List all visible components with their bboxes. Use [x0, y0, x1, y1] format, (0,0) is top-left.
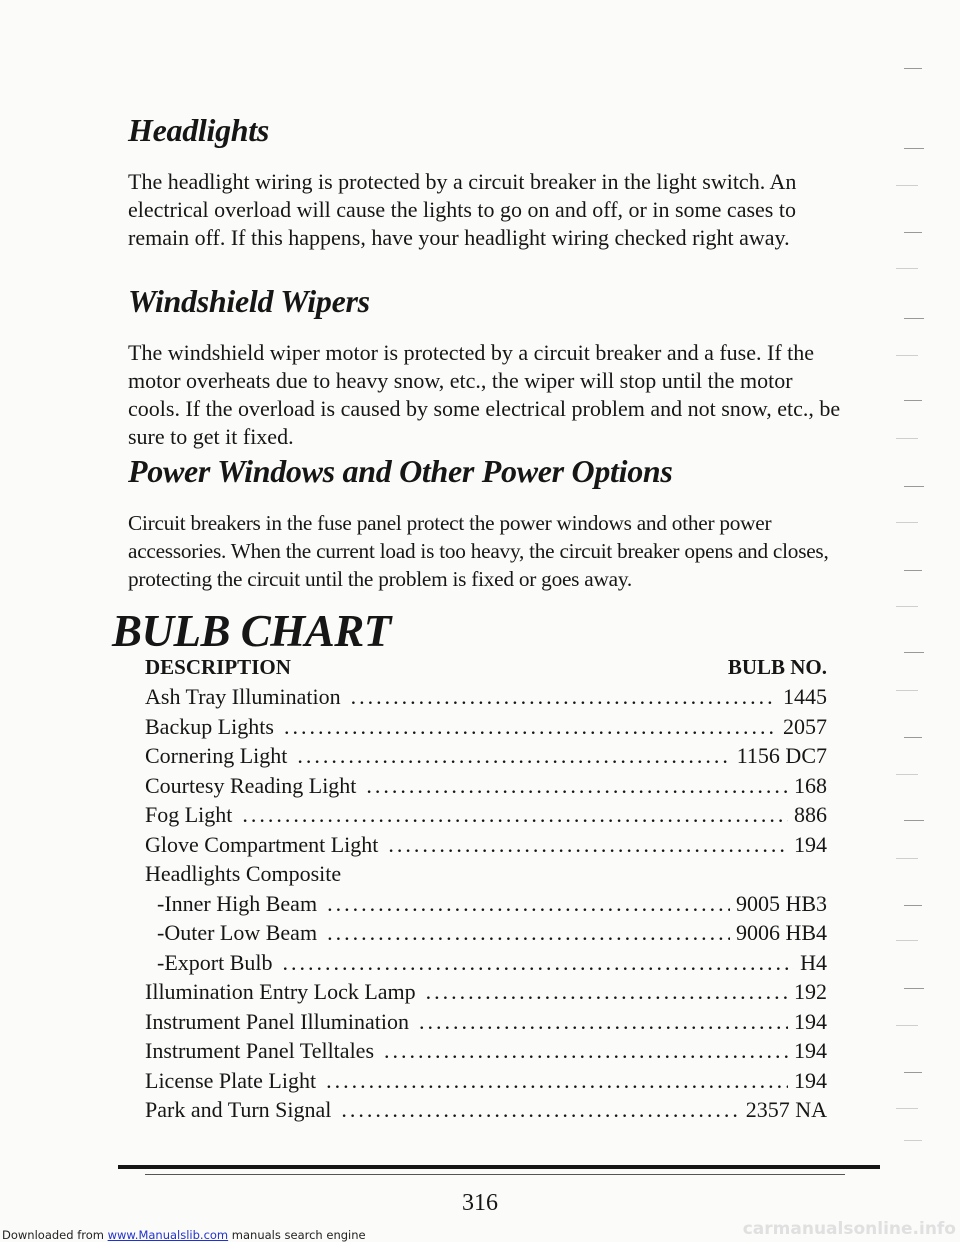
dot-leader	[327, 918, 730, 948]
bulb-description: License Plate Light	[145, 1067, 317, 1093]
dot-leader	[366, 771, 788, 801]
dot-leader	[388, 830, 788, 860]
dot-leader	[426, 977, 788, 1007]
margin-mark	[896, 355, 918, 356]
bulb-description: Park and Turn Signal	[145, 1097, 332, 1122]
margin-mark	[904, 1140, 922, 1141]
bulb-description: Backup Lights	[145, 713, 274, 739]
bulb-description: Cornering Light	[145, 743, 288, 768]
margin-mark	[896, 606, 918, 607]
margin-mark	[896, 268, 918, 269]
bulb-number: 194	[794, 831, 827, 857]
margin-mark	[904, 486, 924, 487]
bulb-chart-header	[145, 652, 827, 682]
margin-mark	[904, 820, 924, 821]
bulb-chart-title: BULB CHART	[112, 606, 391, 656]
margin-mark	[896, 185, 918, 186]
bulb-row	[145, 682, 827, 712]
section-body-power-windows: Circuit breakers in the fuse panel protect the power windows and other power accessories. When the current load is too heavy, the circuit breaker opens and closes, protecting the circuit until the problem is fixed or goes away.	[128, 511, 829, 591]
margin-mark	[896, 690, 918, 691]
bulb-row	[145, 830, 827, 860]
bulb-number: 1156 DC7	[736, 743, 827, 768]
margin-mark	[904, 232, 922, 233]
bulb-number: 168	[794, 772, 827, 798]
page-number: 316	[462, 1190, 498, 1216]
margin-mark	[896, 438, 918, 439]
margin-mark	[904, 1072, 922, 1073]
bulb-number: 192	[794, 979, 827, 1004]
bulb-row	[145, 1007, 827, 1037]
bulb-number: 9005 HB3	[735, 890, 827, 916]
bulb-number: 194	[794, 1067, 827, 1093]
footer-prefix: Downloaded from	[2, 1228, 108, 1242]
dot-leader	[242, 800, 788, 830]
dot-leader	[419, 1007, 788, 1037]
bulb-row	[145, 889, 827, 919]
dot-leader	[326, 1066, 788, 1096]
dot-leader	[284, 712, 777, 742]
column-header-bulb-number: BULB NO.	[727, 655, 827, 679]
dot-leader	[297, 741, 730, 771]
bulb-row	[145, 800, 827, 830]
footer-rule-thick	[118, 1165, 880, 1169]
bulb-row	[145, 712, 827, 742]
bulb-description: -Export Bulb	[157, 949, 273, 975]
bulb-number: 194	[794, 1008, 827, 1034]
bulb-description: Headlights Composite	[145, 861, 342, 886]
margin-mark	[896, 940, 918, 941]
bulb-description: -Inner High Beam	[157, 890, 318, 916]
bulb-number: 2057	[783, 713, 827, 739]
margin-mark	[904, 148, 924, 149]
watermark: carmanualsonline.info	[742, 1219, 956, 1239]
margin-mark	[904, 737, 922, 738]
bulb-description: Instrument Panel Illumination	[145, 1008, 409, 1034]
bulb-row	[145, 741, 827, 771]
margin-mark	[896, 1025, 918, 1026]
footer-suffix: manuals search engine	[228, 1228, 366, 1242]
margin-mark	[904, 400, 922, 401]
bulb-row	[145, 948, 827, 978]
bulb-row	[145, 1095, 827, 1125]
margin-mark	[904, 905, 922, 906]
bulb-number: 1445	[783, 684, 827, 709]
dot-leader	[351, 682, 777, 712]
dot-leader	[283, 948, 795, 978]
margin-mark	[896, 1108, 918, 1109]
bulb-description: Courtesy Reading Light	[145, 772, 357, 798]
bulb-number: 194	[794, 1038, 827, 1063]
dot-leader	[327, 889, 730, 919]
bulb-row	[145, 1036, 827, 1066]
bulb-description: -Outer Low Beam	[157, 920, 318, 945]
bulb-number: 886	[794, 802, 827, 827]
bulb-number: 2357 NA	[745, 1097, 827, 1122]
margin-mark	[904, 988, 924, 989]
margin-mark	[904, 68, 922, 69]
bulb-description: Instrument Panel Telltales	[145, 1038, 375, 1063]
bulb-number: 9006 HB4	[735, 920, 827, 945]
margin-mark	[896, 522, 918, 523]
section-title-windshield-wipers: Windshield Wipers	[128, 283, 370, 319]
section-title-headlights: Headlights	[128, 112, 270, 148]
download-footer	[2, 1228, 366, 1242]
margin-mark	[896, 774, 918, 775]
column-header-description: DESCRIPTION	[145, 655, 291, 679]
bulb-row	[145, 977, 827, 1007]
margin-mark	[904, 652, 924, 653]
section-body-windshield-wipers: The windshield wiper motor is protected by a circuit breaker and a fuse. If the motor overheats due to heavy snow, etc., the wiper will stop until the motor cools. If the overload is caused by some electrical problem and not snow, etc., be sure to get it fixed.	[128, 340, 841, 449]
bulb-row	[145, 1066, 827, 1096]
bulb-number: H4	[800, 949, 827, 975]
bulb-description: Fog Light	[145, 802, 233, 827]
bulb-row	[145, 771, 827, 801]
dot-leader	[384, 1036, 788, 1066]
footer-rule-thin	[145, 1174, 845, 1175]
margin-mark	[904, 570, 922, 571]
bulb-group-heading	[145, 859, 827, 889]
bulb-row	[145, 918, 827, 948]
bulb-description: Illumination Entry Lock Lamp	[145, 979, 416, 1004]
bulb-description: Ash Tray Illumination	[145, 684, 341, 709]
manualslib-link[interactable]: www.Manualslib.com	[107, 1228, 229, 1242]
dot-leader	[341, 1095, 739, 1125]
margin-mark	[904, 318, 924, 319]
section-title-power-windows: Power Windows and Other Power Options	[128, 453, 673, 489]
margin-mark	[896, 858, 918, 859]
bulb-chart	[145, 652, 827, 1125]
section-body-headlights: The headlight wiring is protected by a circuit breaker in the light switch. An electrical overload will cause the lights to go on and off, or in some cases to remain off. If this happens, have your headlight wiring checked right away.	[128, 169, 797, 250]
bulb-description: Glove Compartment Light	[145, 831, 379, 857]
